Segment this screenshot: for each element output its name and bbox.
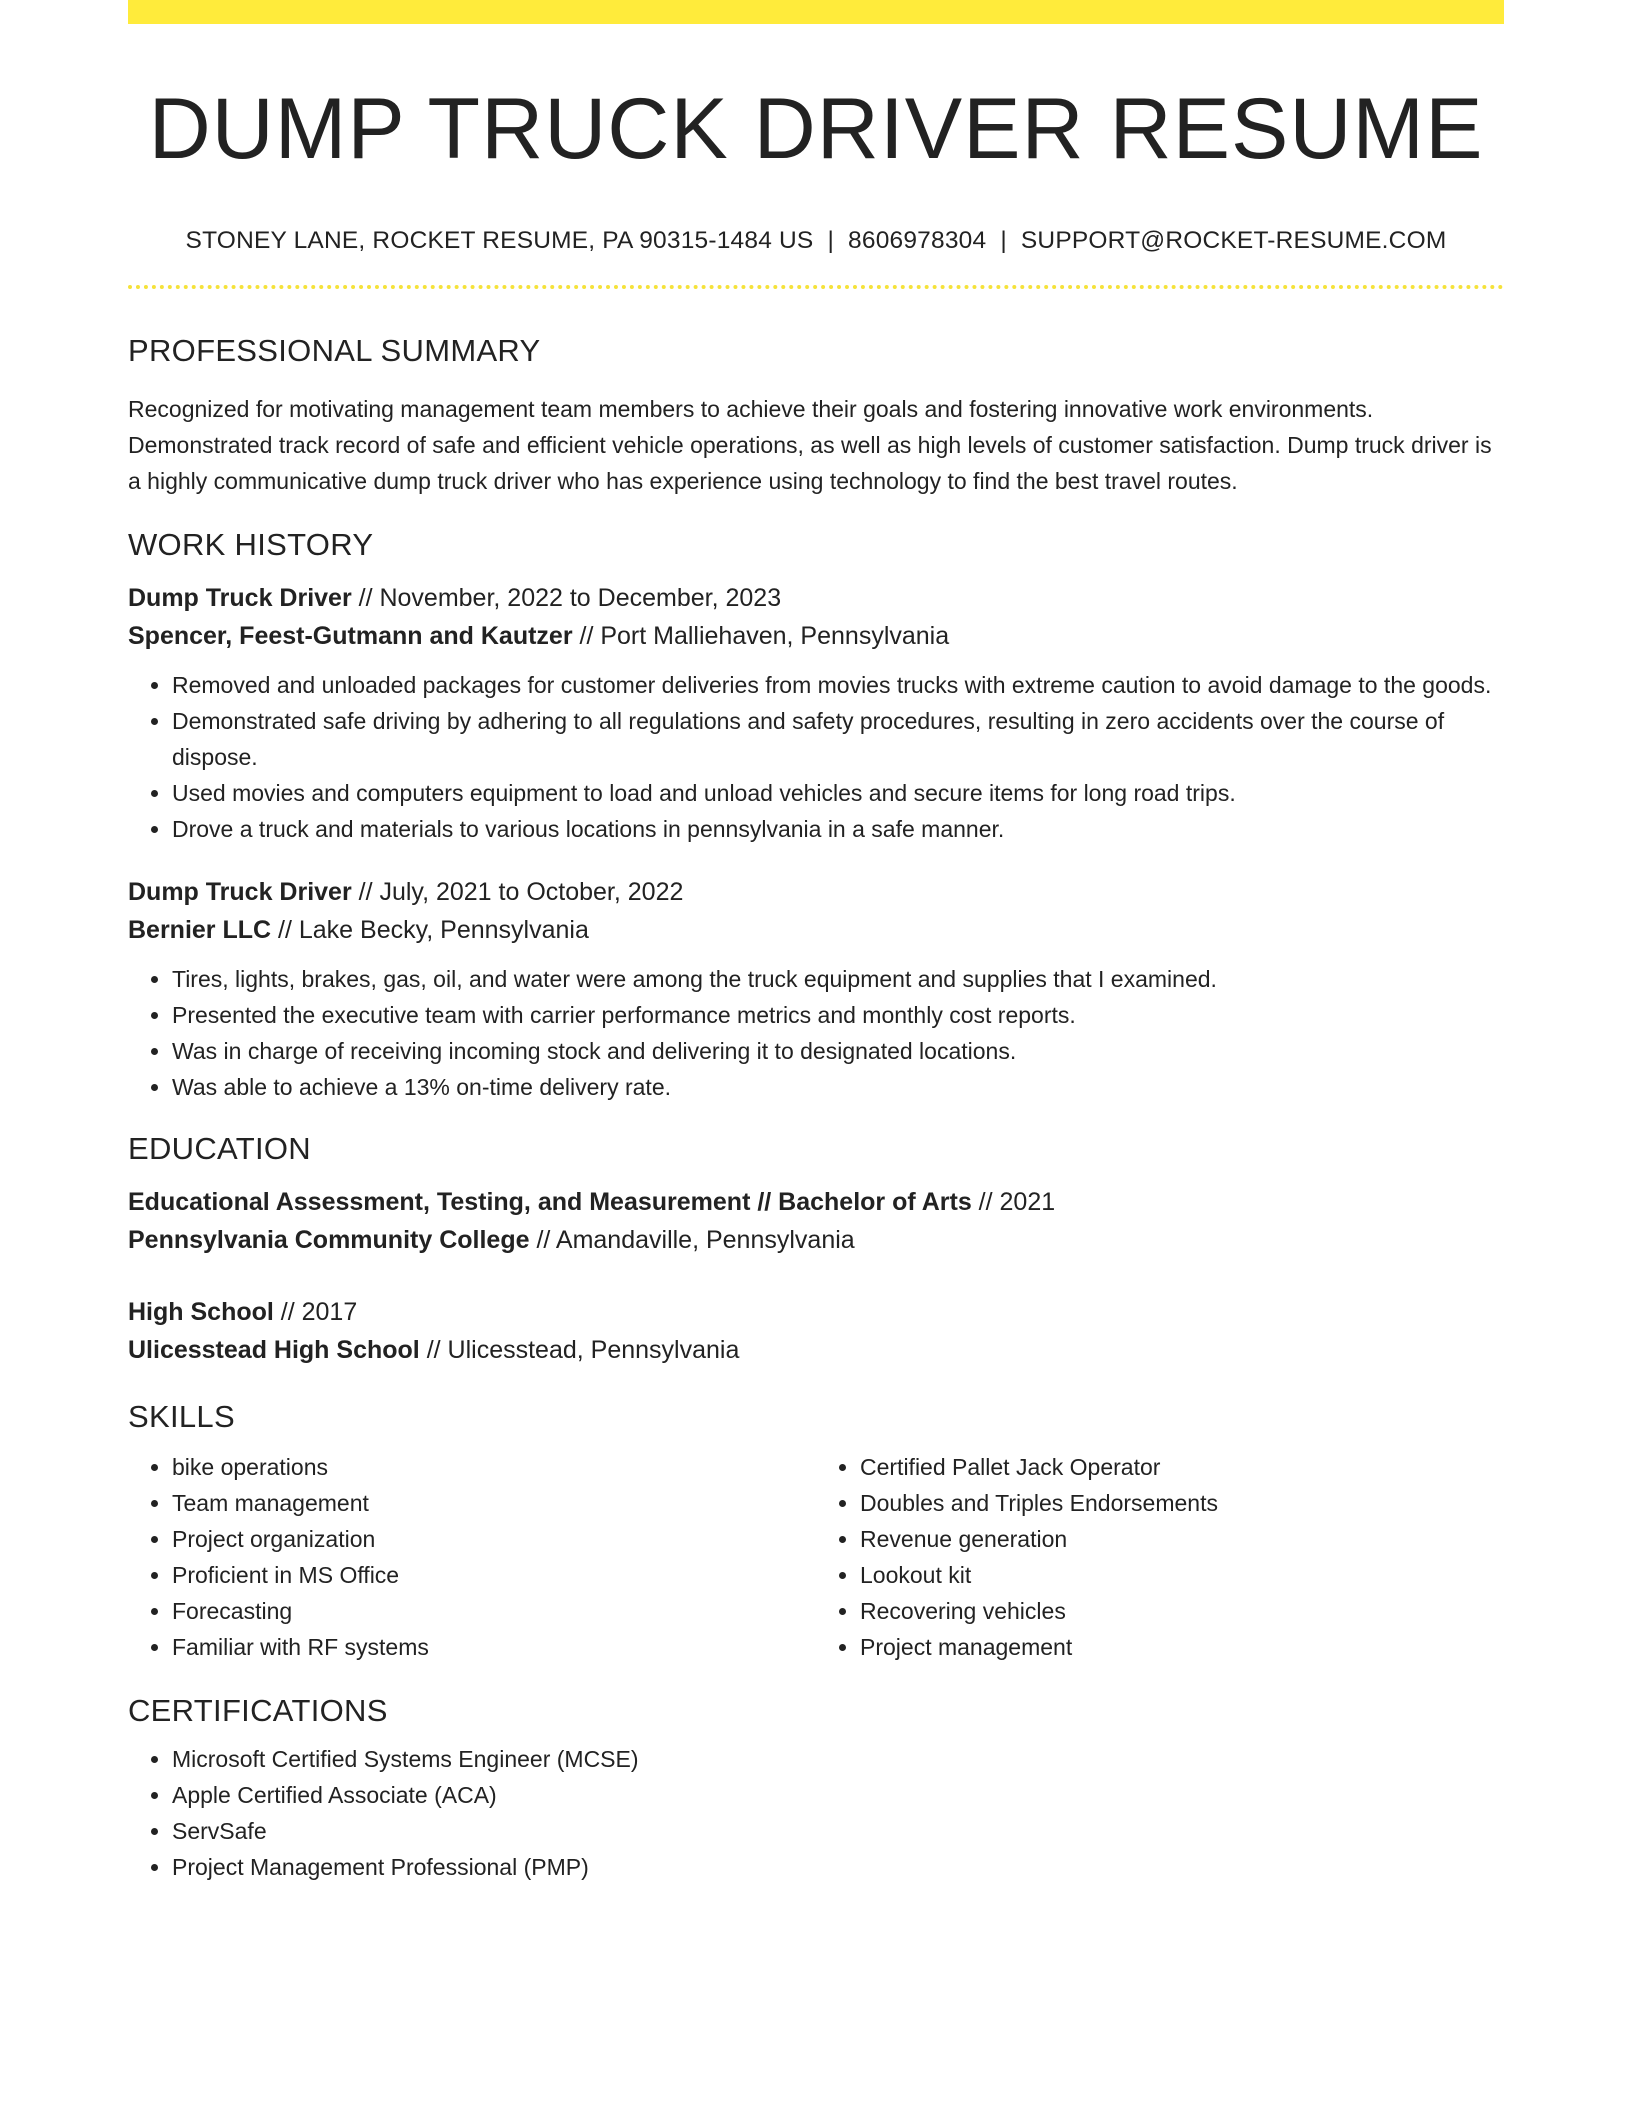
contact-address: STONEY LANE, ROCKET RESUME, PA 90315-1484 US [185, 226, 814, 254]
skills-list-right [816, 1449, 1504, 1665]
list-item: • Doubles and Triples Endorsements [860, 1485, 1504, 1521]
job-location: // Lake Becky, Pennsylvania [271, 915, 589, 944]
education-school: Ulicesstead High School [128, 1335, 420, 1364]
education-year: // 2021 [971, 1187, 1056, 1216]
dotted-divider [128, 285, 1504, 289]
list-item: • Team management [172, 1485, 816, 1521]
list-item: • Project Management Professional (PMP) [172, 1849, 1504, 1885]
list-item: • Presented the executive team with carrier performance metrics and monthly cost reports. [172, 997, 1504, 1033]
education-degree: High School [128, 1297, 274, 1326]
job-entry [128, 579, 1504, 847]
job-location: // Port Malliehaven, Pennsylvania [572, 621, 950, 650]
list-item: • Forecasting [172, 1593, 816, 1629]
section-title-summary: PROFESSIONAL SUMMARY [128, 332, 541, 368]
section-title-education: EDUCATION [128, 1130, 311, 1166]
resume-title: DUMP TRUCK DRIVER RESUME [148, 81, 1484, 177]
job-company-line [128, 911, 1504, 949]
job-role-line [128, 579, 1504, 617]
list-item: • Tires, lights, brakes, gas, oil, and water were among the truck equipment and supplies that I examined. [172, 961, 1504, 997]
job-role: Dump Truck Driver [128, 583, 352, 612]
list-item: • Demonstrated safe driving by adhering to all regulations and safety procedures, resulting in zero accidents over the course of dispose. [172, 703, 1504, 775]
education-location: // Amandaville, Pennsylvania [529, 1225, 855, 1254]
contact-email: SUPPORT@ROCKET-RESUME.COM [1020, 226, 1447, 254]
job-dates: // November, 2022 to December, 2023 [351, 583, 782, 612]
section-title-certifications: CERTIFICATIONS [128, 1692, 388, 1728]
resume-page [128, 0, 1504, 1885]
list-item: • Certified Pallet Jack Operator [860, 1449, 1504, 1485]
job-bullets [128, 961, 1504, 1105]
job-role-line [128, 873, 1504, 911]
list-item: • bike operations [172, 1449, 816, 1485]
list-item: • Was in charge of receiving incoming stock and delivering it to designated locations. [172, 1033, 1504, 1069]
job-dates: // July, 2021 to October, 2022 [351, 877, 684, 906]
list-item: • Familiar with RF systems [172, 1629, 816, 1665]
contact-separator: | [827, 226, 835, 254]
list-item: • Project management [860, 1629, 1504, 1665]
list-item: • Microsoft Certified Systems Engineer (MCSE) [172, 1741, 1504, 1777]
education-degree-line [128, 1183, 1504, 1221]
list-item: • Lookout kit [860, 1557, 1504, 1593]
job-entry [128, 873, 1504, 1105]
list-item: • Recovering vehicles [860, 1593, 1504, 1629]
job-company-line [128, 617, 1504, 655]
education-entry [128, 1293, 1504, 1369]
section-title-work-history: WORK HISTORY [128, 526, 374, 562]
education-school-line [128, 1331, 1504, 1369]
contact-line [128, 227, 1504, 255]
job-company: Spencer, Feest-Gutmann and Kautzer [128, 621, 573, 650]
education-school-line [128, 1221, 1504, 1259]
education-school: Pennsylvania Community College [128, 1225, 530, 1254]
job-company: Bernier LLC [128, 915, 272, 944]
education-degree: Educational Assessment, Testing, and Measurement // Bachelor of Arts [128, 1187, 972, 1216]
certifications-list [128, 1741, 1504, 1885]
list-item: • ServSafe [172, 1813, 1504, 1849]
list-item: • Removed and unloaded packages for customer deliveries from movies trucks with extreme caution to avoid damage to the goods. [172, 667, 1504, 703]
education-year: // 2017 [273, 1297, 358, 1326]
list-item: • Used movies and computers equipment to load and unload vehicles and secure items for long road trips. [172, 775, 1504, 811]
job-role: Dump Truck Driver [128, 877, 352, 906]
skills-columns [128, 1449, 1504, 1665]
skills-list-left [128, 1449, 816, 1665]
list-item: • Apple Certified Associate (ACA) [172, 1777, 1504, 1813]
contact-phone: 8606978304 [848, 226, 987, 254]
list-item: • Proficient in MS Office [172, 1557, 816, 1593]
section-title-skills: SKILLS [128, 1398, 235, 1434]
accent-top-bar [128, 0, 1504, 24]
list-item: • Drove a truck and materials to various locations in pennsylvania in a safe manner. [172, 811, 1504, 847]
job-bullets [128, 667, 1504, 847]
education-degree-line [128, 1293, 1504, 1331]
list-item: • Project organization [172, 1521, 816, 1557]
contact-separator: | [1000, 226, 1007, 254]
list-item: • Revenue generation [860, 1521, 1504, 1557]
summary-text: Recognized for motivating management team members to achieve their goals and fostering innovative work environments. Demonstrated track record of safe and efficient vehicle operations, as well as high levels of customer satisfaction. Dump truck driver is a highly communicative dump truck driver who has experience using technology to find the best travel routes. [128, 395, 1492, 494]
education-location: // Ulicesstead, Pennsylvania [419, 1335, 740, 1364]
education-entry [128, 1183, 1504, 1259]
list-item: • Was able to achieve a 13% on-time delivery rate. [172, 1069, 1504, 1105]
